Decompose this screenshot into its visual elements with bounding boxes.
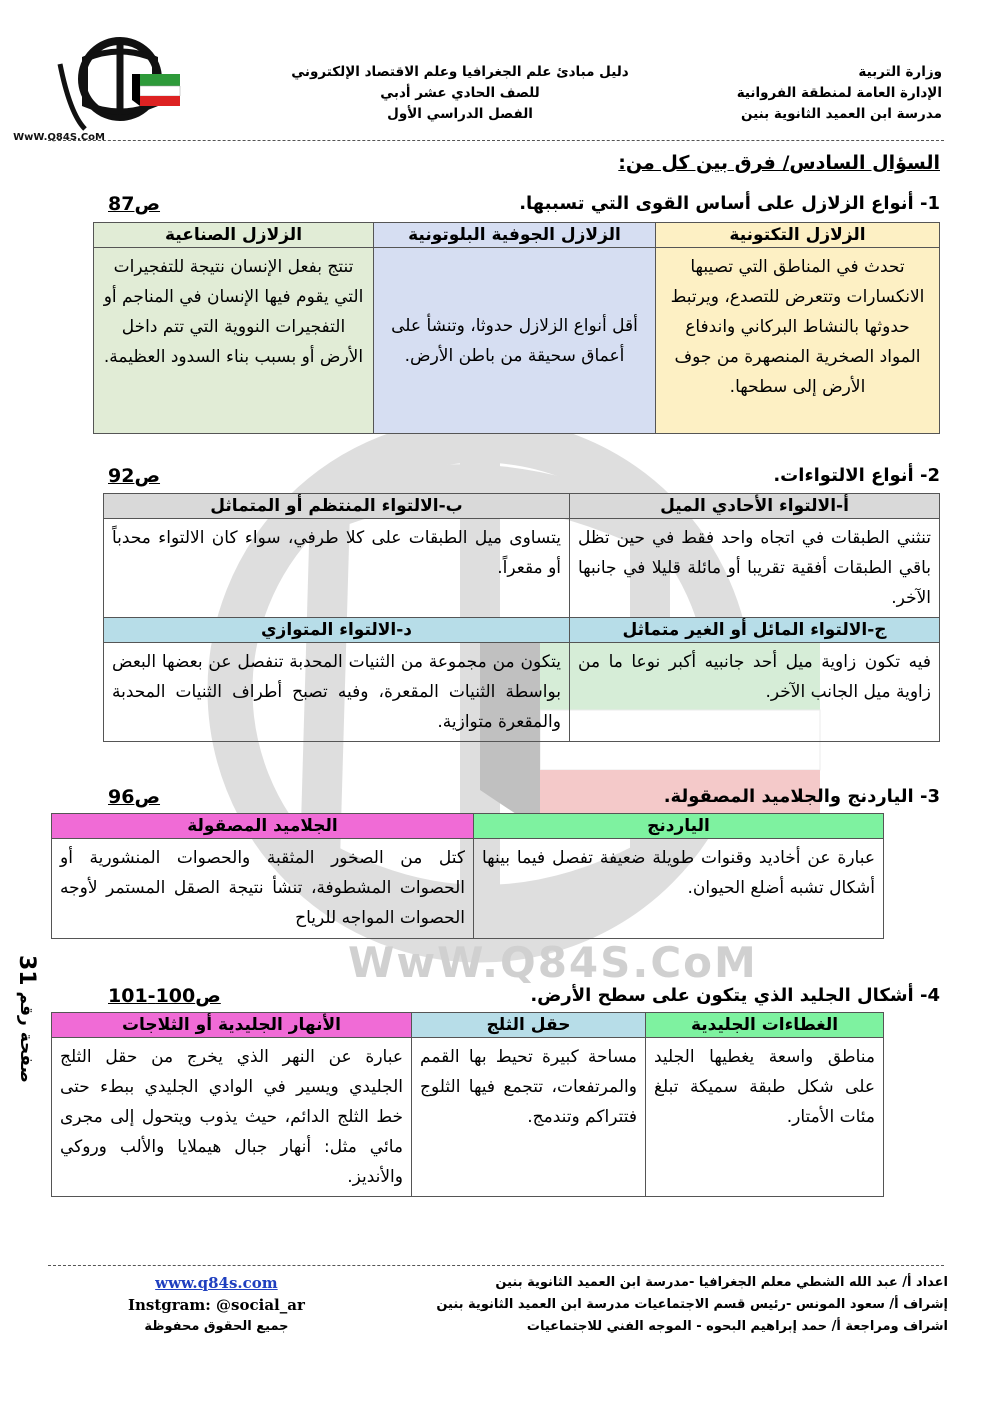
section4-cell: عبارة عن النهر الذي يخرج من حقل الثلج الجليدي ويسير في الوادي الجليدي ببطء حتى خط الثلج الدائم، حيث يذوب ويتحول إلى مجرى مائي مثل: أنهار جبال هيملايا والألب وروكي والأنديز. (52, 1038, 412, 1197)
site-logo (13, 34, 200, 144)
section2-page-ref: ص92 (108, 465, 161, 487)
section3-header: الجلاميد المصقولة (52, 814, 474, 839)
credit-prepared: اعداد أ/ عبد الله الشطي معلم الجغرافيا -مدرسة ابن العميد الثانوية بنين (495, 1275, 948, 1290)
section2-header: ب-الالتواء المنتظم أو المتماثل (104, 494, 570, 519)
section2-header: أ-الالتواء الأحادي الميل (570, 494, 940, 519)
guide-title: دليل مبادئ علم الجغرافيا وعلم الاقتصاد الإلكتروني (291, 64, 629, 80)
section4-cell: مساحة كبيرة تحيط بها القمم والمرتفعات، تتجمع فيها الثلوج فتتراكم وتندمج. (412, 1038, 646, 1197)
section2-cell: يتساوى ميل الطبقات على كلا طرفي، سواء كان الالتواء محدباً أو مقعراً. (104, 519, 570, 618)
rights-text: جميع الحقوق محفوظة (144, 1319, 289, 1334)
section2-header: د-الالتواء المتوازي (104, 618, 570, 643)
section3-cell: كتل من الصخور المثقبة والحصوات المنشورية أو الحصوات المشطوفة، تنشأ نتيجة الصقل المستمر لأوجه الحصوات المواجه للرياح (52, 839, 474, 939)
footer-links (128, 1272, 305, 1338)
section4-page-ref: ص100-101 (108, 985, 221, 1007)
section4-title: 4- أشكال الجليد الذي يتكون على سطح الأرض. (530, 985, 940, 1006)
section1-title: 1- أنواع الزلازل على أساس القوى التي تسببها. (519, 193, 940, 214)
section4-header: الغطاءات الجليدية (646, 1013, 884, 1038)
question-title: السؤال السادس/ فرق بين كل من: (618, 152, 940, 174)
section2-title: 2- أنواع الالتواءات. (773, 465, 940, 486)
section4-header: حقل الثلج (412, 1013, 646, 1038)
section2-cell: تنثني الطبقات في اتجاه واحد فقط في حين تظل باقي الطبقات أفقية تقريبا أو مائلة قليلا في جانبها الآخر. (570, 519, 940, 618)
section3-title: 3- الياردنج والجلاميد المصقولة. (663, 786, 940, 807)
instagram-handle: Instgram: @social_ar (128, 1296, 305, 1314)
watermark-text: WwW.Q84S.CoM (348, 938, 758, 987)
page-number-value: 31 (14, 955, 39, 986)
page-header (13, 52, 960, 143)
section1-header: الزلازل الجوفية البلوتونية (374, 223, 656, 248)
directorate-name: الإدارة العامة لمنطقة الفروانية (736, 85, 942, 101)
section1-cell: أقل أنواع الزلازل حدوثا، وتنشأ على أعماق سحيقة من باطن الأرض. (374, 248, 656, 434)
section3-cell: عبارة عن أخاديد وقنوات طويلة ضعيفة تفصل فيما بينها أشكال تشبه أضلع الحيوان. (474, 839, 884, 939)
page-number (14, 955, 39, 1083)
credit-supervised: إشراف أ/ سعود المونس -رئيس قسم الاجتماعيات مدرسة ابن العميد الثانوية بنين (436, 1297, 948, 1312)
section4-cell: مناطق واسعة يغطيها الجليد على شكل طبقة سميكة تبلغ مئات الأمتار. (646, 1038, 884, 1197)
header-divider (48, 140, 944, 141)
section2-table (103, 493, 940, 742)
section2-cell: يتكون من مجموعة من الثنيات المحدبة تنفصل عن بعضها البعض بواسطة الثنيات المقعرة، وفيه تصبح أطراف الثنيات المحدبة والمقعرة متوازية. (104, 643, 570, 742)
website-link[interactable]: www.q84s.com (155, 1274, 278, 1292)
section1-cell: تنتج بفعل الإنسان نتيجة للتفجيرات التي يقوم فيها الإنسان في المناجم أو التفجيرات النووية التي تتم داخل الأرض أو بسبب بناء السدود العظيمة. (94, 248, 374, 434)
section2-cell: فيه تكون زاوية ميل أحد جانبيه أكبر نوعا ما من زاوية ميل الجانب الآخر. (570, 643, 940, 742)
section2-header: ج-الالتواء المائل أو الغير متماثل (570, 618, 940, 643)
section1-table (93, 222, 940, 434)
section1-cell: تحدث في المناطق التي تصيبها الانكسارات وتتعرض للتصدع، ويرتبط حدوثها بالنشاط البركاني واندفاع المواد الصخرية المنصهرة من جوف الأرض إلى سطحها. (656, 248, 940, 434)
section4-table (51, 1012, 884, 1197)
section1-header: الزلازل الصناعية (94, 223, 374, 248)
grade-label: للصف الحادي عشر أدبي (380, 85, 540, 101)
footer-divider (48, 1265, 944, 1266)
header-institution (737, 62, 942, 125)
section3-page-ref: ص96 (108, 786, 161, 808)
logo-text: WwW.Q84S.CoM (13, 132, 105, 143)
footer-credits (436, 1272, 948, 1338)
credit-reviewed: اشراف ومراجعة أ/ حمد إبراهيم البحوه - الموجه الفني للاجتماعيات (526, 1319, 948, 1334)
school-name: مدرسة ابن العميد الثانوية بنين (740, 106, 942, 122)
ministry-name: وزارة التربية (858, 64, 942, 80)
section1-header: الزلازل التكتونية (656, 223, 940, 248)
section3-header: الياردنج (474, 814, 884, 839)
term-label: الفصل الدراسي الأول (387, 106, 533, 122)
section3-table (51, 813, 884, 939)
header-guide (290, 62, 630, 125)
section4-header: الأنهار الجليدية أو الثلاجات (52, 1013, 412, 1038)
page-number-label: صفحة رقم (16, 991, 36, 1083)
section1-page-ref: ص87 (108, 193, 161, 215)
